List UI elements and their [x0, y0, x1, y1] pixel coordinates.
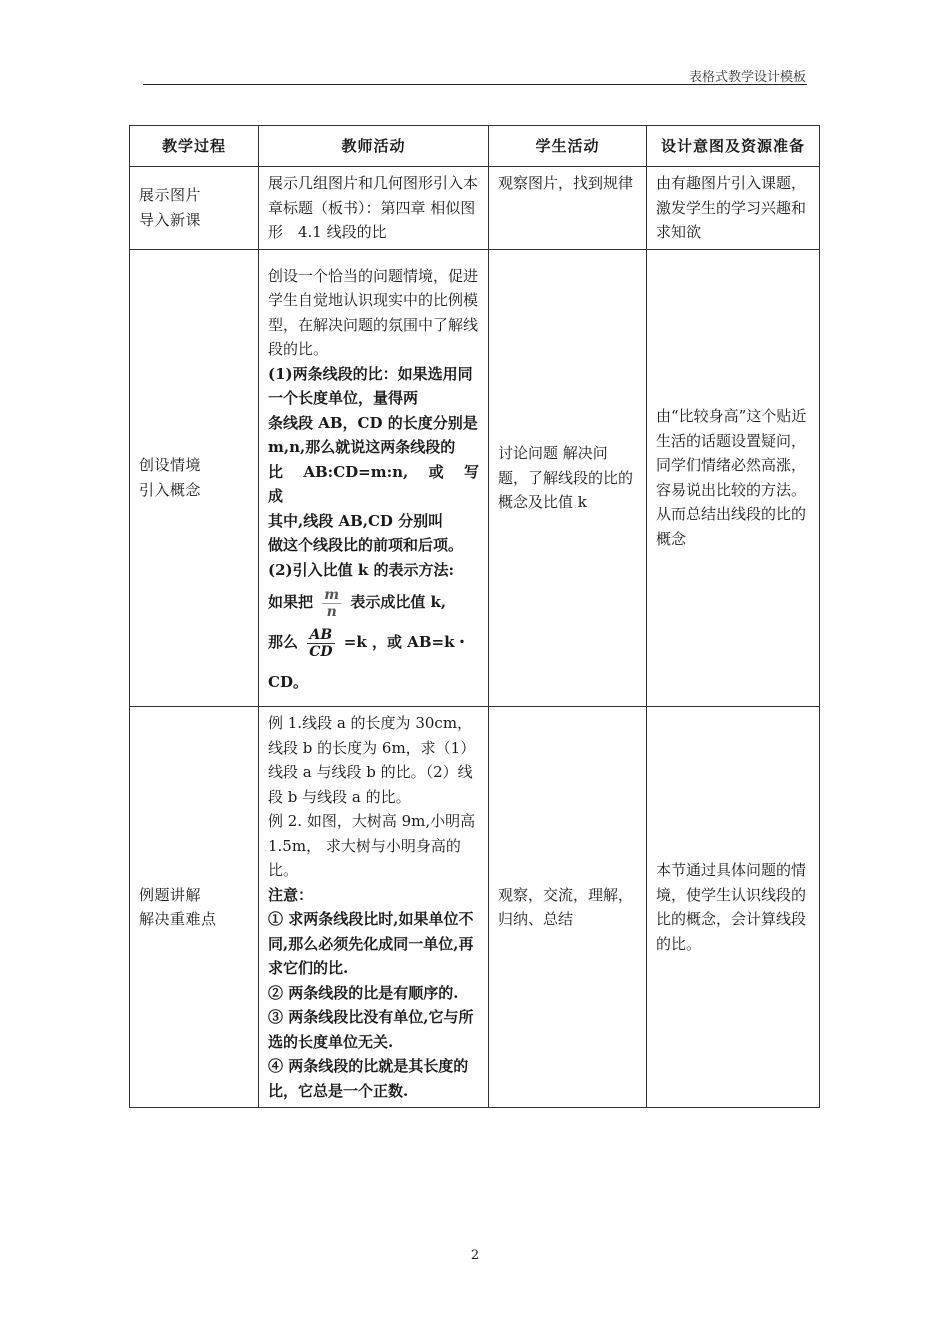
- header-rule: [143, 84, 807, 85]
- fraction-ab-over-cd: [307, 627, 334, 660]
- ratio-k-line: [268, 582, 479, 622]
- ratio-formula-line: [268, 622, 479, 702]
- table-row: [130, 167, 820, 250]
- note-item: ② 两条线段的比是有顺序的.: [268, 983, 459, 1002]
- fraction-denominator: n: [322, 603, 341, 620]
- note-item: ③ 两条线段比没有单位,它与所选的长度单位无关.: [268, 1008, 474, 1051]
- ratio-formula-text: 那么: [268, 633, 299, 651]
- table-row: [130, 249, 820, 707]
- table-header-row: [130, 126, 820, 167]
- teacher-intro-text: 创设一个恰当的问题情境，促进学生自觉地认识现实中的比例模型，在解决问题的氛围中了解线段的比。: [268, 266, 479, 358]
- example-2-text: 例 2. 如图，大树高 9m,小明高 1.5m， 求大树与小明身高的比。: [268, 812, 476, 879]
- fraction-numerator: AB: [309, 626, 333, 643]
- header-student-activity: 学生活动: [489, 126, 647, 167]
- table-row: [130, 707, 820, 1108]
- student-activity-cell: 讨论问题 解决问题，了解线段的比的概念及比值 k: [489, 249, 647, 707]
- stage-line: 展示图片: [139, 186, 202, 205]
- ratio-k-text: 如果把: [268, 593, 314, 611]
- stage-line: 导入新课: [139, 210, 202, 229]
- definition-line: 比 AB:CD=m:n, 或 写 成: [268, 462, 495, 505]
- definition-line: 做这个线段比的前项和后项。: [268, 536, 464, 554]
- teacher-activity-cell: [259, 707, 489, 1108]
- fraction-numerator: m: [324, 586, 340, 603]
- student-activity-cell: 观察，交流，理解，归纳、总结: [489, 707, 647, 1108]
- definition-line: 条线段 AB，CD 的长度分别是: [268, 413, 478, 432]
- design-intent-cell: 由有趣图片引入课题，激发学生的学习兴趣和求知欲: [647, 167, 820, 250]
- design-intent-cell: 由“比较身高”这个贴近生活的话题设置疑问，同学们情绪必然高涨，容易说出比较的方法。从而总结出线段的比的概念: [647, 249, 820, 707]
- fraction-m-over-n: [322, 587, 341, 620]
- teacher-activity-cell: [259, 249, 495, 707]
- teacher-activity-cell: 展示几组图片和几何图形引入本章标题（板书）：第四章 相似图形 4.1 线段的比: [259, 167, 489, 250]
- definition-line: m,n,那么就说这两条线段的: [268, 438, 456, 456]
- design-intent-cell: 本节通过具体问题的情境，使学生认识线段的比的概念，会计算线段的比。: [647, 707, 820, 1108]
- stage-cell: [130, 167, 259, 250]
- stage-cell: [130, 707, 259, 1108]
- lesson-plan-table: [129, 125, 820, 1108]
- note-title: 注意：: [268, 885, 314, 904]
- stage-line: 创设情境: [139, 456, 202, 475]
- ratio-formula-text: =k ，或 AB=k・CD。: [268, 633, 470, 691]
- header-teacher-activity: 教师活动: [259, 126, 489, 167]
- stage-cell: [130, 249, 259, 707]
- header-title: 表格式教学设计模板: [688, 70, 806, 85]
- header-teaching-process: 教学过程: [130, 126, 259, 167]
- ratio-k-heading: (2)引入比值 k 的表示方法:: [268, 560, 455, 579]
- student-activity-cell: 观察图片，找到规律: [489, 167, 647, 250]
- definition-line: 其中,线段 AB,CD 分别叫: [268, 511, 444, 530]
- stage-line: 引入概念: [139, 480, 202, 499]
- note-item: ④ 两条线段的比就是其长度的比，它总是一个正数.: [268, 1057, 469, 1100]
- stage-line: 例题讲解: [139, 885, 202, 904]
- definition-line: (1)两条线段的比：如果选用同一个长度单位，量得两: [268, 364, 473, 407]
- page-number: 2: [470, 1248, 480, 1263]
- ratio-k-text: 表示成比值 k,: [350, 593, 447, 611]
- stage-line: 解决重难点: [139, 910, 217, 928]
- fraction-denominator: CD: [309, 643, 333, 660]
- note-item: ① 求两条线段比时,如果单位不同,那么必须先化成同一单位,再求它们的比.: [268, 910, 474, 977]
- header-design-intent: 设计意图及资源准备: [647, 126, 820, 167]
- example-1-text: 例 1.线段 a 的长度为 30cm，线段 b 的长度为 6m，求（1）线段 a 与线段 b 的比。（2）线段 b 与线段 a 的比。: [268, 714, 476, 806]
